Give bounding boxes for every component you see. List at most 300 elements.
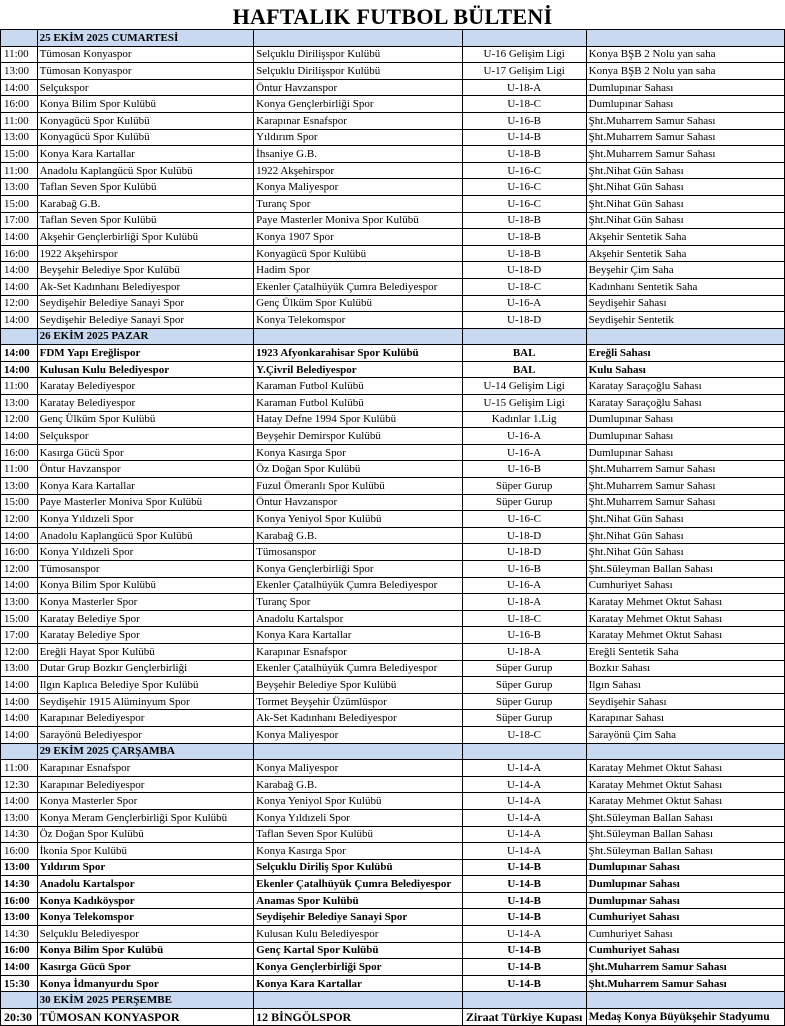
fixture-row: [1, 511, 785, 528]
fixture-row: [1, 494, 785, 511]
away-team: Konyagücü Spor Kulübü: [254, 245, 462, 262]
home-team: Konya Masterler Spor: [37, 793, 254, 810]
home-team: Ilgın Kaplıca Belediye Spor Kulübü: [37, 677, 254, 694]
league-name: U-14-A: [462, 809, 586, 826]
away-team: Yıldırım Spor: [254, 129, 462, 146]
match-time: 16:00: [1, 843, 38, 860]
bulletin-title: HAFTALIK FUTBOL BÜLTENİ: [232, 4, 553, 29]
league-name: U-14-B: [462, 876, 586, 893]
match-time: 14:00: [1, 793, 38, 810]
venue-name: Dumlupınar Sahası: [586, 892, 784, 909]
match-time: 14:00: [1, 278, 38, 295]
home-team: Dutar Grup Bozkır Gençlerbirliği: [37, 660, 254, 677]
day-header-date: 29 EKİM 2025 ÇARŞAMBA: [37, 743, 254, 760]
fixture-row: [1, 577, 785, 594]
match-time: 13:00: [1, 129, 38, 146]
venue-name: Şht.Muharrem Samur Sahası: [586, 959, 784, 976]
home-team: Seydişehir Belediye Sanayi Spor: [37, 312, 254, 329]
away-team: Konya Yıldızeli Spor: [254, 809, 462, 826]
league-name: U-14-B: [462, 959, 586, 976]
fixture-row: [1, 776, 785, 793]
league-name: U-16-A: [462, 295, 586, 312]
fixture-row: [1, 278, 785, 295]
league-name: U-16 Gelişim Ligi: [462, 46, 586, 63]
venue-name: Dumlupınar Sahası: [586, 96, 784, 113]
venue-name: Konya BŞB 2 Nolu yan saha: [586, 46, 784, 63]
fixture-row: [1, 892, 785, 909]
home-team: Beyşehir Belediye Spor Kulübü: [37, 262, 254, 279]
venue-name: Cumhuriyet Sahası: [586, 577, 784, 594]
match-time: 11:00: [1, 760, 38, 777]
venue-name: Şht.Nihat Gün Sahası: [586, 195, 784, 212]
venue-name: Beyşehir Çim Saha: [586, 262, 784, 279]
league-name: U-18-D: [462, 312, 586, 329]
home-team: Akşehir Gençlerbirliği Spor Kulübü: [37, 229, 254, 246]
league-name: U-18-A: [462, 594, 586, 611]
league-name: U-18-B: [462, 245, 586, 262]
venue-name: Seydişehir Sentetik: [586, 312, 784, 329]
match-time: 14:00: [1, 693, 38, 710]
away-team: Konya Telekomspor: [254, 312, 462, 329]
fixture-row: [1, 809, 785, 826]
home-team: Anadolu Kaplangücü Spor Kulübü: [37, 527, 254, 544]
home-team: Öntur Havzanspor: [37, 461, 254, 478]
day-header-date: 25 EKİM 2025 CUMARTESİ: [37, 30, 254, 47]
match-time: 13:00: [1, 395, 38, 412]
match-time: 12:00: [1, 511, 38, 528]
home-team: Taflan Seven Spor Kulübü: [37, 212, 254, 229]
venue-name: Cumhuriyet Sahası: [586, 942, 784, 959]
fixture-row: [1, 643, 785, 660]
away-team: Öntur Havzanspor: [254, 79, 462, 96]
away-team: Ak-Set Kadınhanı Belediyespor: [254, 710, 462, 727]
day-header-row: [1, 743, 785, 760]
away-team: Konya Kasırga Spor: [254, 843, 462, 860]
away-team: Turanç Spor: [254, 594, 462, 611]
fixture-table-body: [1, 30, 785, 1026]
fixture-row: [1, 361, 785, 378]
fixture-row: [1, 527, 785, 544]
away-team: Fuzul Ömeranlı Spor Kulübü: [254, 478, 462, 495]
venue-name: Şht.Muharrem Samur Sahası: [586, 146, 784, 163]
home-team: 1922 Akşehirspor: [37, 245, 254, 262]
match-time: 14:00: [1, 677, 38, 694]
home-team: Ereğli Hayat Spor Kulübü: [37, 643, 254, 660]
league-name: U-16-B: [462, 461, 586, 478]
fixture-row: [1, 112, 785, 129]
fixture-row: [1, 909, 785, 926]
venue-name: Akşehir Sentetik Saha: [586, 229, 784, 246]
away-team: Beyşehir Belediye Spor Kulübü: [254, 677, 462, 694]
venue-name: Karatay Saraçoğlu Sahası: [586, 395, 784, 412]
venue-name: Şht.Nihat Gün Sahası: [586, 179, 784, 196]
venue-name: Karatay Mehmet Oktut Sahası: [586, 610, 784, 627]
away-team: Konya Maliyespor: [254, 760, 462, 777]
venue-name: Şht.Muharrem Samur Sahası: [586, 975, 784, 992]
home-team: Seydişehir Belediye Sanayi Spor: [37, 295, 254, 312]
venue-name: Dumlupınar Sahası: [586, 859, 784, 876]
fixture-row: [1, 312, 785, 329]
home-team: Anadolu Kartalspor: [37, 876, 254, 893]
home-team: Selçuklu Belediyespor: [37, 926, 254, 943]
away-team: Karaman Futbol Kulübü: [254, 395, 462, 412]
away-team: Tormet Beyşehir Üzümlüspor: [254, 693, 462, 710]
match-time: 15:00: [1, 195, 38, 212]
away-team: Karabağ G.B.: [254, 776, 462, 793]
day-header-spacer: [586, 328, 784, 345]
match-time: 14:00: [1, 959, 38, 976]
match-time: 12:00: [1, 561, 38, 578]
away-team: İhsaniye G.B.: [254, 146, 462, 163]
home-team: Kasırga Gücü Spor: [37, 959, 254, 976]
away-team: Konya Gençlerbirliği Spor: [254, 959, 462, 976]
match-time: 13:00: [1, 809, 38, 826]
fixture-row: [1, 859, 785, 876]
day-header-row: [1, 992, 785, 1009]
venue-name: Konya BŞB 2 Nolu yan saha: [586, 63, 784, 80]
home-team: Taflan Seven Spor Kulübü: [37, 179, 254, 196]
away-team: Konya Maliyespor: [254, 726, 462, 743]
venue-name: Cumhuriyet Sahası: [586, 926, 784, 943]
home-team: Konyagücü Spor Kulübü: [37, 112, 254, 129]
home-team: Genç Ülküm Spor Kulübü: [37, 411, 254, 428]
home-team: Ak-Set Kadınhanı Belediyespor: [37, 278, 254, 295]
match-time: 17:00: [1, 212, 38, 229]
venue-name: Cumhuriyet Sahası: [586, 909, 784, 926]
league-name: U-14-A: [462, 843, 586, 860]
home-team: FDM Yapı Ereğlispor: [37, 345, 254, 362]
league-name: U-16-B: [462, 561, 586, 578]
match-time: 14:00: [1, 726, 38, 743]
league-name: U-14-B: [462, 909, 586, 926]
home-team: Konya İdmanyurdu Spor: [37, 975, 254, 992]
fixture-row: [1, 229, 785, 246]
day-header-spacer: [462, 328, 586, 345]
fixture-row: [1, 395, 785, 412]
league-name: U-18-D: [462, 544, 586, 561]
day-header-spacer: [1, 328, 38, 345]
match-time: 14:00: [1, 710, 38, 727]
match-time: 16:00: [1, 96, 38, 113]
match-time: 11:00: [1, 378, 38, 395]
home-team: Karatay Belediye Spor: [37, 610, 254, 627]
day-header-spacer: [586, 992, 784, 1009]
away-team: Konya 1907 Spor: [254, 229, 462, 246]
match-time: 12:00: [1, 295, 38, 312]
day-header-spacer: [1, 30, 38, 47]
fixture-row: [1, 478, 785, 495]
venue-name: Dumlupınar Sahası: [586, 876, 784, 893]
home-team: Konyagücü Spor Kulübü: [37, 129, 254, 146]
day-header-spacer: [586, 743, 784, 760]
venue-name: Karatay Saraçoğlu Sahası: [586, 378, 784, 395]
away-team: Genç Kartal Spor Kulübü: [254, 942, 462, 959]
league-name: U-16-C: [462, 511, 586, 528]
venue-name: Şht.Süleyman Ballan Sahası: [586, 826, 784, 843]
home-team: Konya Masterler Spor: [37, 594, 254, 611]
fixture-row: [1, 926, 785, 943]
home-team: Konya Kadıköyspor: [37, 892, 254, 909]
venue-name: Dumlupınar Sahası: [586, 411, 784, 428]
fixture-row: [1, 345, 785, 362]
home-team: Öz Doğan Spor Kulübü: [37, 826, 254, 843]
venue-name: Şht.Nihat Gün Sahası: [586, 511, 784, 528]
league-name: U-14-A: [462, 926, 586, 943]
match-time: 16:00: [1, 544, 38, 561]
fixture-row: [1, 677, 785, 694]
home-team: Sarayönü Belediyespor: [37, 726, 254, 743]
venue-name: Şht.Süleyman Ballan Sahası: [586, 843, 784, 860]
league-name: U-18-B: [462, 146, 586, 163]
match-time: 13:00: [1, 594, 38, 611]
home-team: İkonia Spor Kulübü: [37, 843, 254, 860]
away-team: 1923 Afyonkarahisar Spor Kulübü: [254, 345, 462, 362]
league-name: U-18-D: [462, 527, 586, 544]
fixture-row: [1, 428, 785, 445]
fixture-row: [1, 610, 785, 627]
away-team: Selçuklu Dirilişspor Kulübü: [254, 63, 462, 80]
away-team: Konya Gençlerbirliği Spor: [254, 96, 462, 113]
fixture-row: [1, 942, 785, 959]
away-team: Konya Kasırga Spor: [254, 444, 462, 461]
fixture-row: [1, 129, 785, 146]
match-time: 13:00: [1, 859, 38, 876]
fixture-row: [1, 793, 785, 810]
fixture-row: [1, 826, 785, 843]
home-team: Konya Yıldızeli Spor: [37, 544, 254, 561]
venue-name: Sarayönü Çim Saha: [586, 726, 784, 743]
league-name: Süper Gurup: [462, 478, 586, 495]
venue-name: Şht.Muharrem Samur Sahası: [586, 461, 784, 478]
fixture-row: [1, 726, 785, 743]
fixture-row: [1, 544, 785, 561]
match-time: 13:00: [1, 660, 38, 677]
home-team: Konya Yıldızeli Spor: [37, 511, 254, 528]
league-name: Ziraat Türkiye Kupası: [462, 1009, 586, 1026]
away-team: Anamas Spor Kulübü: [254, 892, 462, 909]
fixture-row: [1, 146, 785, 163]
league-name: U-14-B: [462, 129, 586, 146]
league-name: U-18-D: [462, 262, 586, 279]
away-team: Beyşehir Demirspor Kulübü: [254, 428, 462, 445]
league-name: U-14-A: [462, 793, 586, 810]
away-team: Paye Masterler Moniva Spor Kulübü: [254, 212, 462, 229]
venue-name: Şht.Süleyman Ballan Sahası: [586, 809, 784, 826]
away-team: Ekenler Çatalhüyük Çumra Belediyespor: [254, 577, 462, 594]
fixture-row: [1, 378, 785, 395]
match-time: 16:00: [1, 942, 38, 959]
fixture-row: [1, 594, 785, 611]
away-team: 12 BİNGÖLSPOR: [254, 1009, 462, 1026]
fixture-row: [1, 843, 785, 860]
venue-name: Ereğli Sentetik Saha: [586, 643, 784, 660]
match-time: 13:00: [1, 909, 38, 926]
away-team: Seydişehir Belediye Sanayi Spor: [254, 909, 462, 926]
away-team: Karabağ G.B.: [254, 527, 462, 544]
league-name: U-14-B: [462, 975, 586, 992]
venue-name: Ilgın Sahası: [586, 677, 784, 694]
home-team: Seydişehir 1915 Alüminyum Spor: [37, 693, 254, 710]
away-team: Karapınar Esnafspor: [254, 643, 462, 660]
match-time: 14:00: [1, 79, 38, 96]
venue-name: Şht.Muharrem Samur Sahası: [586, 129, 784, 146]
league-name: U-18-B: [462, 229, 586, 246]
away-team: Konya Yeniyol Spor Kulübü: [254, 511, 462, 528]
fixture-row: [1, 46, 785, 63]
league-name: U-18-B: [462, 212, 586, 229]
home-team: Konya Bilim Spor Kulübü: [37, 96, 254, 113]
away-team: Konya Gençlerbirliği Spor: [254, 561, 462, 578]
match-time: 14:30: [1, 876, 38, 893]
venue-name: Şht.Süleyman Ballan Sahası: [586, 561, 784, 578]
away-team: Ekenler Çatalhüyük Çumra Belediyespor: [254, 278, 462, 295]
home-team: Karatay Belediyespor: [37, 395, 254, 412]
match-time: 17:00: [1, 627, 38, 644]
venue-name: Medaş Konya Büyükşehir Stadyumu: [586, 1009, 784, 1026]
league-name: U-18-A: [462, 79, 586, 96]
venue-name: Karapınar Sahası: [586, 710, 784, 727]
fixture-row: [1, 79, 785, 96]
fixture-row: [1, 975, 785, 992]
away-team: Konya Yeniyol Spor Kulübü: [254, 793, 462, 810]
away-team: Tümosanspor: [254, 544, 462, 561]
home-team: Karabağ G.B.: [37, 195, 254, 212]
day-header-spacer: [1, 992, 38, 1009]
fixture-row: [1, 162, 785, 179]
match-time: 13:00: [1, 179, 38, 196]
match-time: 14:00: [1, 229, 38, 246]
venue-name: Şht.Muharrem Samur Sahası: [586, 494, 784, 511]
away-team: Konya Kara Kartallar: [254, 975, 462, 992]
day-header-spacer: [462, 992, 586, 1009]
home-team: Selçukspor: [37, 79, 254, 96]
home-team: Konya Kara Kartallar: [37, 146, 254, 163]
home-team: Paye Masterler Moniva Spor Kulübü: [37, 494, 254, 511]
match-time: 14:30: [1, 926, 38, 943]
away-team: Y.Çivril Belediyespor: [254, 361, 462, 378]
home-team: Tümosan Konyaspor: [37, 46, 254, 63]
venue-name: Şht.Nihat Gün Sahası: [586, 527, 784, 544]
away-team: Hatay Defne 1994 Spor Kulübü: [254, 411, 462, 428]
venue-name: Akşehir Sentetik Saha: [586, 245, 784, 262]
day-header-spacer: [462, 743, 586, 760]
away-team: Selçuklu Diriliş Spor Kulübü: [254, 859, 462, 876]
fixture-row: [1, 295, 785, 312]
fixture-row: [1, 444, 785, 461]
venue-name: Kulu Sahası: [586, 361, 784, 378]
league-name: Süper Gurup: [462, 660, 586, 677]
league-name: U-16-A: [462, 577, 586, 594]
home-team: Karatay Belediyespor: [37, 378, 254, 395]
venue-name: Şht.Nihat Gün Sahası: [586, 162, 784, 179]
match-time: 15:30: [1, 975, 38, 992]
match-time: 11:00: [1, 112, 38, 129]
league-name: Süper Gurup: [462, 677, 586, 694]
away-team: Karaman Futbol Kulübü: [254, 378, 462, 395]
match-time: 12:00: [1, 643, 38, 660]
league-name: U-14-B: [462, 859, 586, 876]
match-time: 12:30: [1, 776, 38, 793]
venue-name: Dumlupınar Sahası: [586, 79, 784, 96]
league-name: U-14 Gelişim Ligi: [462, 378, 586, 395]
match-time: 14:00: [1, 361, 38, 378]
home-team: TÜMOSAN KONYASPOR: [37, 1009, 254, 1026]
league-name: U-15 Gelişim Ligi: [462, 395, 586, 412]
venue-name: Dumlupınar Sahası: [586, 428, 784, 445]
league-name: BAL: [462, 345, 586, 362]
league-name: Süper Gurup: [462, 693, 586, 710]
league-name: U-17 Gelişim Ligi: [462, 63, 586, 80]
day-header-spacer: [254, 328, 462, 345]
home-team: Konya Bilim Spor Kulübü: [37, 942, 254, 959]
home-team: Karatay Belediye Spor: [37, 627, 254, 644]
venue-name: Bozkır Sahası: [586, 660, 784, 677]
away-team: Ekenler Çatalhüyük Çumra Belediyespor: [254, 876, 462, 893]
venue-name: Seydişehir Sahası: [586, 693, 784, 710]
away-team: Selçuklu Dirilişspor Kulübü: [254, 46, 462, 63]
venue-name: Karatay Mehmet Oktut Sahası: [586, 760, 784, 777]
fixture-row: [1, 63, 785, 80]
away-team: Anadolu Kartalspor: [254, 610, 462, 627]
day-header-spacer: [586, 30, 784, 47]
league-name: U-16-A: [462, 444, 586, 461]
match-time: 15:00: [1, 146, 38, 163]
home-team: Kulusan Kulu Belediyespor: [37, 361, 254, 378]
match-time: 14:00: [1, 577, 38, 594]
fixture-row: [1, 710, 785, 727]
away-team: Ekenler Çatalhüyük Çumra Belediyespor: [254, 660, 462, 677]
match-time: 13:00: [1, 478, 38, 495]
fixture-row: [1, 693, 785, 710]
match-time: 11:00: [1, 162, 38, 179]
fixture-row: [1, 627, 785, 644]
venue-name: Şht.Muharrem Samur Sahası: [586, 112, 784, 129]
fixture-row: [1, 959, 785, 976]
day-header-spacer: [1, 743, 38, 760]
league-name: U-14-A: [462, 826, 586, 843]
match-time: 14:00: [1, 312, 38, 329]
match-time: 14:00: [1, 527, 38, 544]
away-team: Konya Kara Kartallar: [254, 627, 462, 644]
home-team: Konya Meram Gençlerbirliği Spor Kulübü: [37, 809, 254, 826]
match-time: 16:00: [1, 444, 38, 461]
day-header-spacer: [254, 743, 462, 760]
away-team: Karapınar Esnafspor: [254, 112, 462, 129]
home-team: Konya Bilim Spor Kulübü: [37, 577, 254, 594]
home-team: Tümosanspor: [37, 561, 254, 578]
league-name: U-18-C: [462, 610, 586, 627]
fixture-row: [1, 1009, 785, 1026]
league-name: U-18-C: [462, 278, 586, 295]
away-team: Taflan Seven Spor Kulübü: [254, 826, 462, 843]
away-team: Öz Doğan Spor Kulübü: [254, 461, 462, 478]
league-name: Kadınlar 1.Lig: [462, 411, 586, 428]
day-header-row: [1, 328, 785, 345]
fixture-row: [1, 96, 785, 113]
venue-name: Şht.Nihat Gün Sahası: [586, 212, 784, 229]
match-time: 20:30: [1, 1009, 38, 1026]
match-time: 14:00: [1, 262, 38, 279]
league-name: U-16-C: [462, 162, 586, 179]
away-team: 1922 Akşehirspor: [254, 162, 462, 179]
league-name: U-16-B: [462, 112, 586, 129]
venue-name: Karatay Mehmet Oktut Sahası: [586, 776, 784, 793]
away-team: Konya Maliyespor: [254, 179, 462, 196]
away-team: Öntur Havzanspor: [254, 494, 462, 511]
league-name: U-16-A: [462, 428, 586, 445]
match-time: 14:30: [1, 826, 38, 843]
league-name: U-18-C: [462, 726, 586, 743]
